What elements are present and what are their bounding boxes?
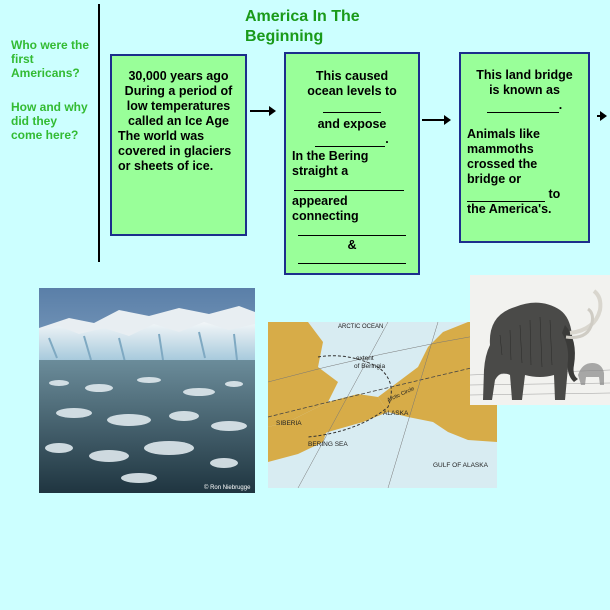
fill-in-blank[interactable] (298, 222, 406, 236)
box3-line: crossed the (467, 157, 538, 171)
box3-line: the America's. (467, 202, 552, 216)
glacier-photo (39, 288, 255, 493)
question-how-why: How and why did they come here? (11, 100, 88, 142)
box2-line: This caused (315, 69, 389, 83)
beringia-map (268, 322, 497, 488)
map-label-gulf: GULF OF ALASKA (433, 462, 488, 469)
fill-in-blank[interactable] (467, 188, 545, 202)
map-label-beringia: of Beringia (354, 363, 386, 370)
box3-line: mammoths (467, 142, 534, 156)
box2-line: . (385, 132, 389, 146)
box2-line: and expose (317, 117, 387, 131)
box3-line: to (548, 187, 561, 201)
box3-line: Animals like (467, 127, 540, 141)
box2-line: In the Bering (292, 149, 369, 163)
fill-in-blank[interactable] (487, 99, 559, 113)
fill-in-blank[interactable] (294, 177, 404, 191)
box2-line: ocean levels to (307, 84, 397, 98)
box1-line: During a period of (124, 84, 233, 98)
box1-line: 30,000 years ago (128, 69, 229, 83)
box3-line: . (558, 98, 563, 112)
mammoth-image (470, 275, 610, 405)
map-label-arctic-circle: Arctic Circle (386, 385, 416, 404)
box1-line: or sheets of ice. (118, 159, 214, 173)
box1-line: covered in glaciers (118, 144, 232, 158)
ice-age-box (110, 54, 247, 236)
arrow-right-1 (250, 110, 274, 112)
box2-line: straight a (292, 164, 349, 178)
box3-line: This land bridge (476, 68, 573, 82)
page-title: America In The Beginning (245, 8, 360, 45)
box2-line: & (347, 238, 357, 252)
map-label-alaska: ALASKA (383, 410, 409, 417)
map-label-extent: extent (356, 355, 374, 362)
arrow-right-2 (422, 119, 449, 121)
map-label-bering-sea: BERING SEA (308, 441, 348, 448)
box2-line: appeared (292, 194, 348, 208)
land-bridge-box (284, 52, 420, 275)
box2-line: connecting (292, 209, 359, 223)
box3-line: is known as (489, 83, 560, 97)
map-label-siberia: SIBERIA (276, 420, 302, 427)
fill-in-blank[interactable] (315, 133, 385, 147)
box3-line: bridge or (467, 172, 522, 186)
photo-credit: © Ron Niebrugge (204, 485, 251, 491)
map-label-arctic: ARCTIC OCEAN (338, 324, 384, 330)
beringia-box (459, 52, 590, 243)
divider-line (98, 4, 100, 262)
box1-line: called an Ice Age (128, 114, 229, 128)
fill-in-blank[interactable] (323, 99, 381, 113)
arrow-right-3 (597, 115, 605, 117)
box1-line: low temperatures (126, 99, 231, 113)
question-first-americans: Who were the first Americans? (11, 38, 90, 80)
box1-line: The world was (118, 129, 205, 143)
